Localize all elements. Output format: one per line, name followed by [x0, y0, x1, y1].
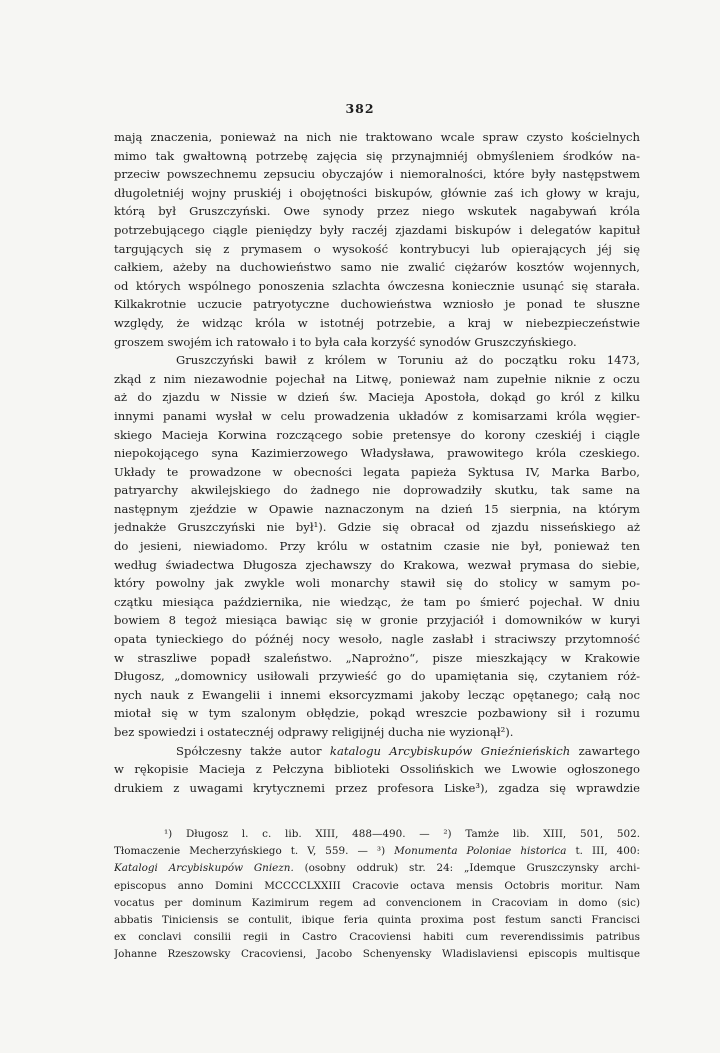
body-line: od których wspólnego ponoszenia szlachta ówczesna koniecznie usunąć się starała.	[114, 278, 640, 293]
body-line: targujących się z prymasem o wysokość kontrybucyi lub opierających jéj się	[114, 241, 640, 256]
body-line: patryarchy akwilejskiego do żadnego nie doprowadziły skutku, tak same na	[114, 483, 640, 498]
footnote-line: ¹) Długosz l. c. lib. XIII, 488—490. — ²) Tamże lib. XIII, 501, 502.	[164, 828, 640, 840]
body-line: w rękopisie Macieja z Pełczyna biblioteki Ossolińskich we Lwowie ogłoszonego	[114, 762, 640, 777]
body-line: drukiem z uwagami krytycznemi przez profesora Liske³), zgadza się wprawdzie	[114, 780, 640, 795]
body-line: jednakże Gruszczyński nie był¹). Gdzie się obracał od zjazdu nisseńskiego aż	[114, 520, 640, 535]
body-line: mimo tak gwałtowną potrzebę zajęcia się przynajmniéj obmyśleniem środków na-	[114, 148, 640, 163]
body-line: miotał się w tym szalonym obłędzie, pokąd wreszcie pozbawiony sił i rozumu	[114, 706, 640, 721]
body-line: Kilkakrotnie uczucie patryotyczne duchowieństwa wzniosło je ponad te słuszne	[114, 297, 640, 312]
page-number: 382	[345, 101, 375, 116]
body-line: którą był Gruszczyński. Owe synody przez niego wskutek nagabywań króla	[114, 204, 640, 219]
body-line: Układy te prowadzone w obecności legata papieża Syktusa IV, Marka Barbo,	[114, 464, 640, 479]
body-line: do jesieni, niewiadomo. Przy królu w ostatnim czasie nie był, ponieważ ten	[114, 539, 640, 554]
body-line: względy, że widząc króla w istotnéj potrzebie, a kraj w niebezpieczeństwie	[114, 315, 640, 330]
body-line: bez spowiedzi i ostatecznéj odprawy religijnéj ducha nie wyzionął²).	[114, 725, 514, 739]
body-line: opata tynieckiego do późnéj nocy wesoło, nagle zasłabł i straciwszy przytomność	[114, 632, 640, 647]
body-line: zkąd z nim niezawodnie pojechał na Litwę, ponieważ nam zupełnie niknie z oczu	[114, 371, 640, 386]
body-line: bowiem 8 tegoż miesiąca bawiąc się w gronie przyjaciół i domowników w kuryi	[114, 613, 640, 628]
body-line: potrzebującego ciągle pieniędzy były raczéj zjazdami biskupów i delegatów kapituł	[114, 222, 640, 237]
body-line: niepokojącego syna Kazimierzowego Władysława, prawowitego króla czeskiego.	[114, 446, 640, 461]
body-line: mają znaczenia, ponieważ na nich nie traktowano wcale spraw czysto kościelnych	[114, 130, 640, 144]
body-line: czątku miesiąca października, nie wiedząc, że tam po śmierć pojechał. W dniu	[114, 594, 640, 609]
body-text	[114, 128, 640, 797]
body-line: aż do zjazdu w Nissie w dzień św. Macieja Apostoła, dokąd go król z kilku	[114, 390, 640, 405]
body-line: groszem swojém ich ratowało i to była cała korzyść synodów Gruszczyńskiego.	[114, 334, 577, 349]
footnote-line: episcopus anno Domini MCCCCLXXIII Cracovie octava mensis Octobris moritur. Nam	[114, 879, 640, 892]
footnotes	[114, 826, 640, 964]
body-line: Gruszczyński bawił z królem w Toruniu aż do początku roku 1473,	[176, 353, 640, 368]
body-line: całkiem, ażeby na duchowieństwo samo nie zwalić ciężarów kosztów wojennych,	[114, 260, 640, 275]
body-line: który powolny jak zwykle woli monarchy stawił się do stolicy w samym po-	[114, 576, 640, 591]
body-line: długoletniéj wojny pruskiéj i obojętności biskupów, głównie zaś ich głowy w kraju,	[114, 185, 640, 200]
body-line: według świadectwa Długosza zjechawszy do Krakowa, wezwał prymasa do siebie,	[114, 557, 640, 572]
body-line: innymi panami wysłał w celu prowadzenia układów z komisarzami króla węgier-	[114, 408, 640, 423]
footnote-line: Johanne Rzeszowsky Cracoviensi, Jacobo Schenyensky Wladislaviensi episcopis multisque	[114, 948, 640, 961]
footnote-line: abbatis Tiniciensis se contulit, ibique feria quinta proxima post festum sancti Francisci	[114, 913, 640, 926]
body-line: Długosz, „domownicy usiłowali przywieść go do upamiętania się, czytaniem róż-	[114, 669, 640, 684]
body-line: przeciw powszechnemu zepsuciu obyczajów i niemoralności, które były następstwem	[114, 167, 640, 182]
footnote-line: ex conclavi consilii regii in Castro Cracoviensi habiti cum reverendissimis patribus	[114, 931, 640, 944]
body-line: Spółczesny także autor katalogu Arcybiskupów Gnieźnieńskich zawartego	[176, 743, 640, 758]
footnote-line: vocatus per dominum Kazimirum regem ad convencionem in Cracoviam in domo (sic)	[114, 896, 640, 909]
body-line: w straszliwe popadł szaleństwo. „Naprożno“, pisze mieszkający w Krakowie	[114, 650, 640, 665]
body-line: skiego Macieja Korwina rozczącego sobie pretensye do korony czeskiéj i ciągle	[114, 427, 640, 442]
footnote-line: Tłomaczenie Mecherzyńskiego t. V, 559. — ³) Monumenta Poloniae historica t. III, 400:	[114, 845, 640, 858]
body-line: nych nauk z Ewangelii i innemi eksorcyzmami jakoby lecząc opętanego; całą noc	[114, 687, 640, 702]
footnote-line: Katalogi Arcybiskupów Gniezn. (osobny oddruk) str. 24: „Idemque Gruszczynsky archi-	[114, 862, 640, 875]
body-line: następnym zjeździe w Opawie naznaczonym na dzień 15 sierpnia, na którym	[114, 501, 640, 516]
